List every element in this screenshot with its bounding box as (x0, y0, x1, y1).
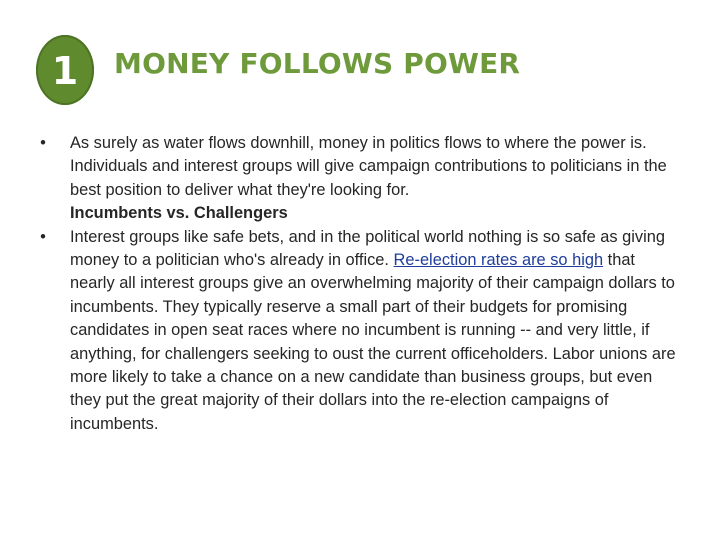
number-badge (36, 35, 94, 105)
slide-header (36, 34, 94, 106)
slide-title: MONEY FOLLOWS POWER (114, 47, 521, 80)
section-subhead: Incumbents vs. Challengers (70, 204, 288, 223)
bullet-item (36, 132, 684, 226)
bullet-text-end: that nearly all interest groups give an overwhelming majority of their campaign dollars to incumbents. They typically reserve a small part of their budgets for promising candidates in open seat races where no incumbent is running -- and very little, if anything, for challengers seeking to oust the current officeholders. Labor unions are more likely to take a chance on a new candidate than business groups, but even they put the great majority of their dollars into the re-election campaigns of incumbents. (70, 251, 676, 433)
bullet-text: As surely as water flows downhill, money in politics flows to where the power is. Individuals and interest groups will give campaign contributions to politicians in the best position to deliver what they're looking for. (70, 134, 667, 199)
badge-number: 1 (51, 49, 79, 93)
bullet-text-start: Interest groups like safe bets, and in the political world nothing is so safe as giving money to a politician who's already in office. (70, 227, 665, 270)
bullet-marker: • (40, 227, 46, 246)
reelection-rates-link[interactable]: Re-election rates are so high (393, 251, 604, 270)
bullet-marker: • (40, 134, 46, 152)
bullet-list (36, 132, 684, 436)
bullet-item (36, 226, 684, 437)
